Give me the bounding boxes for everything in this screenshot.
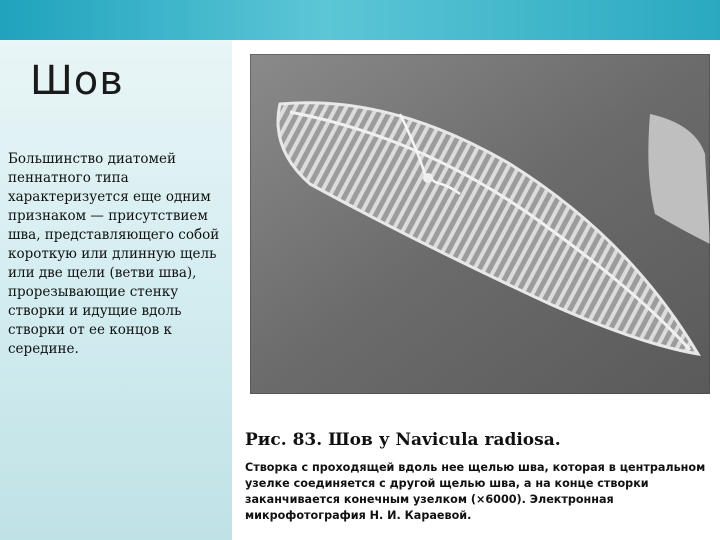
diatom-micrograph — [250, 54, 710, 394]
slide-header-band — [0, 0, 720, 40]
slide-title: Шов — [30, 58, 124, 104]
slide-body-text: Большинство диатомей пеннатного типа характеризуется еще одним признаком — присутствием шва, представляющего собой короткую или длинную щель или две щели (ветви шва), прорезывающие стенку створки и идущие вдоль створки от ее концов к середине. — [8, 151, 220, 357]
figure-caption-title: Рис. 83. Шов у Navicula radiosa. — [245, 430, 561, 450]
figure-caption-body: Створка с проходящей вдоль нее щелью шва, которая в центральном узелке соединяется с другой щелью шва, а на конце створки заканчивается конечным узелком (×6000). Электронная микрофотография Н. И. Караевой. — [245, 461, 706, 522]
